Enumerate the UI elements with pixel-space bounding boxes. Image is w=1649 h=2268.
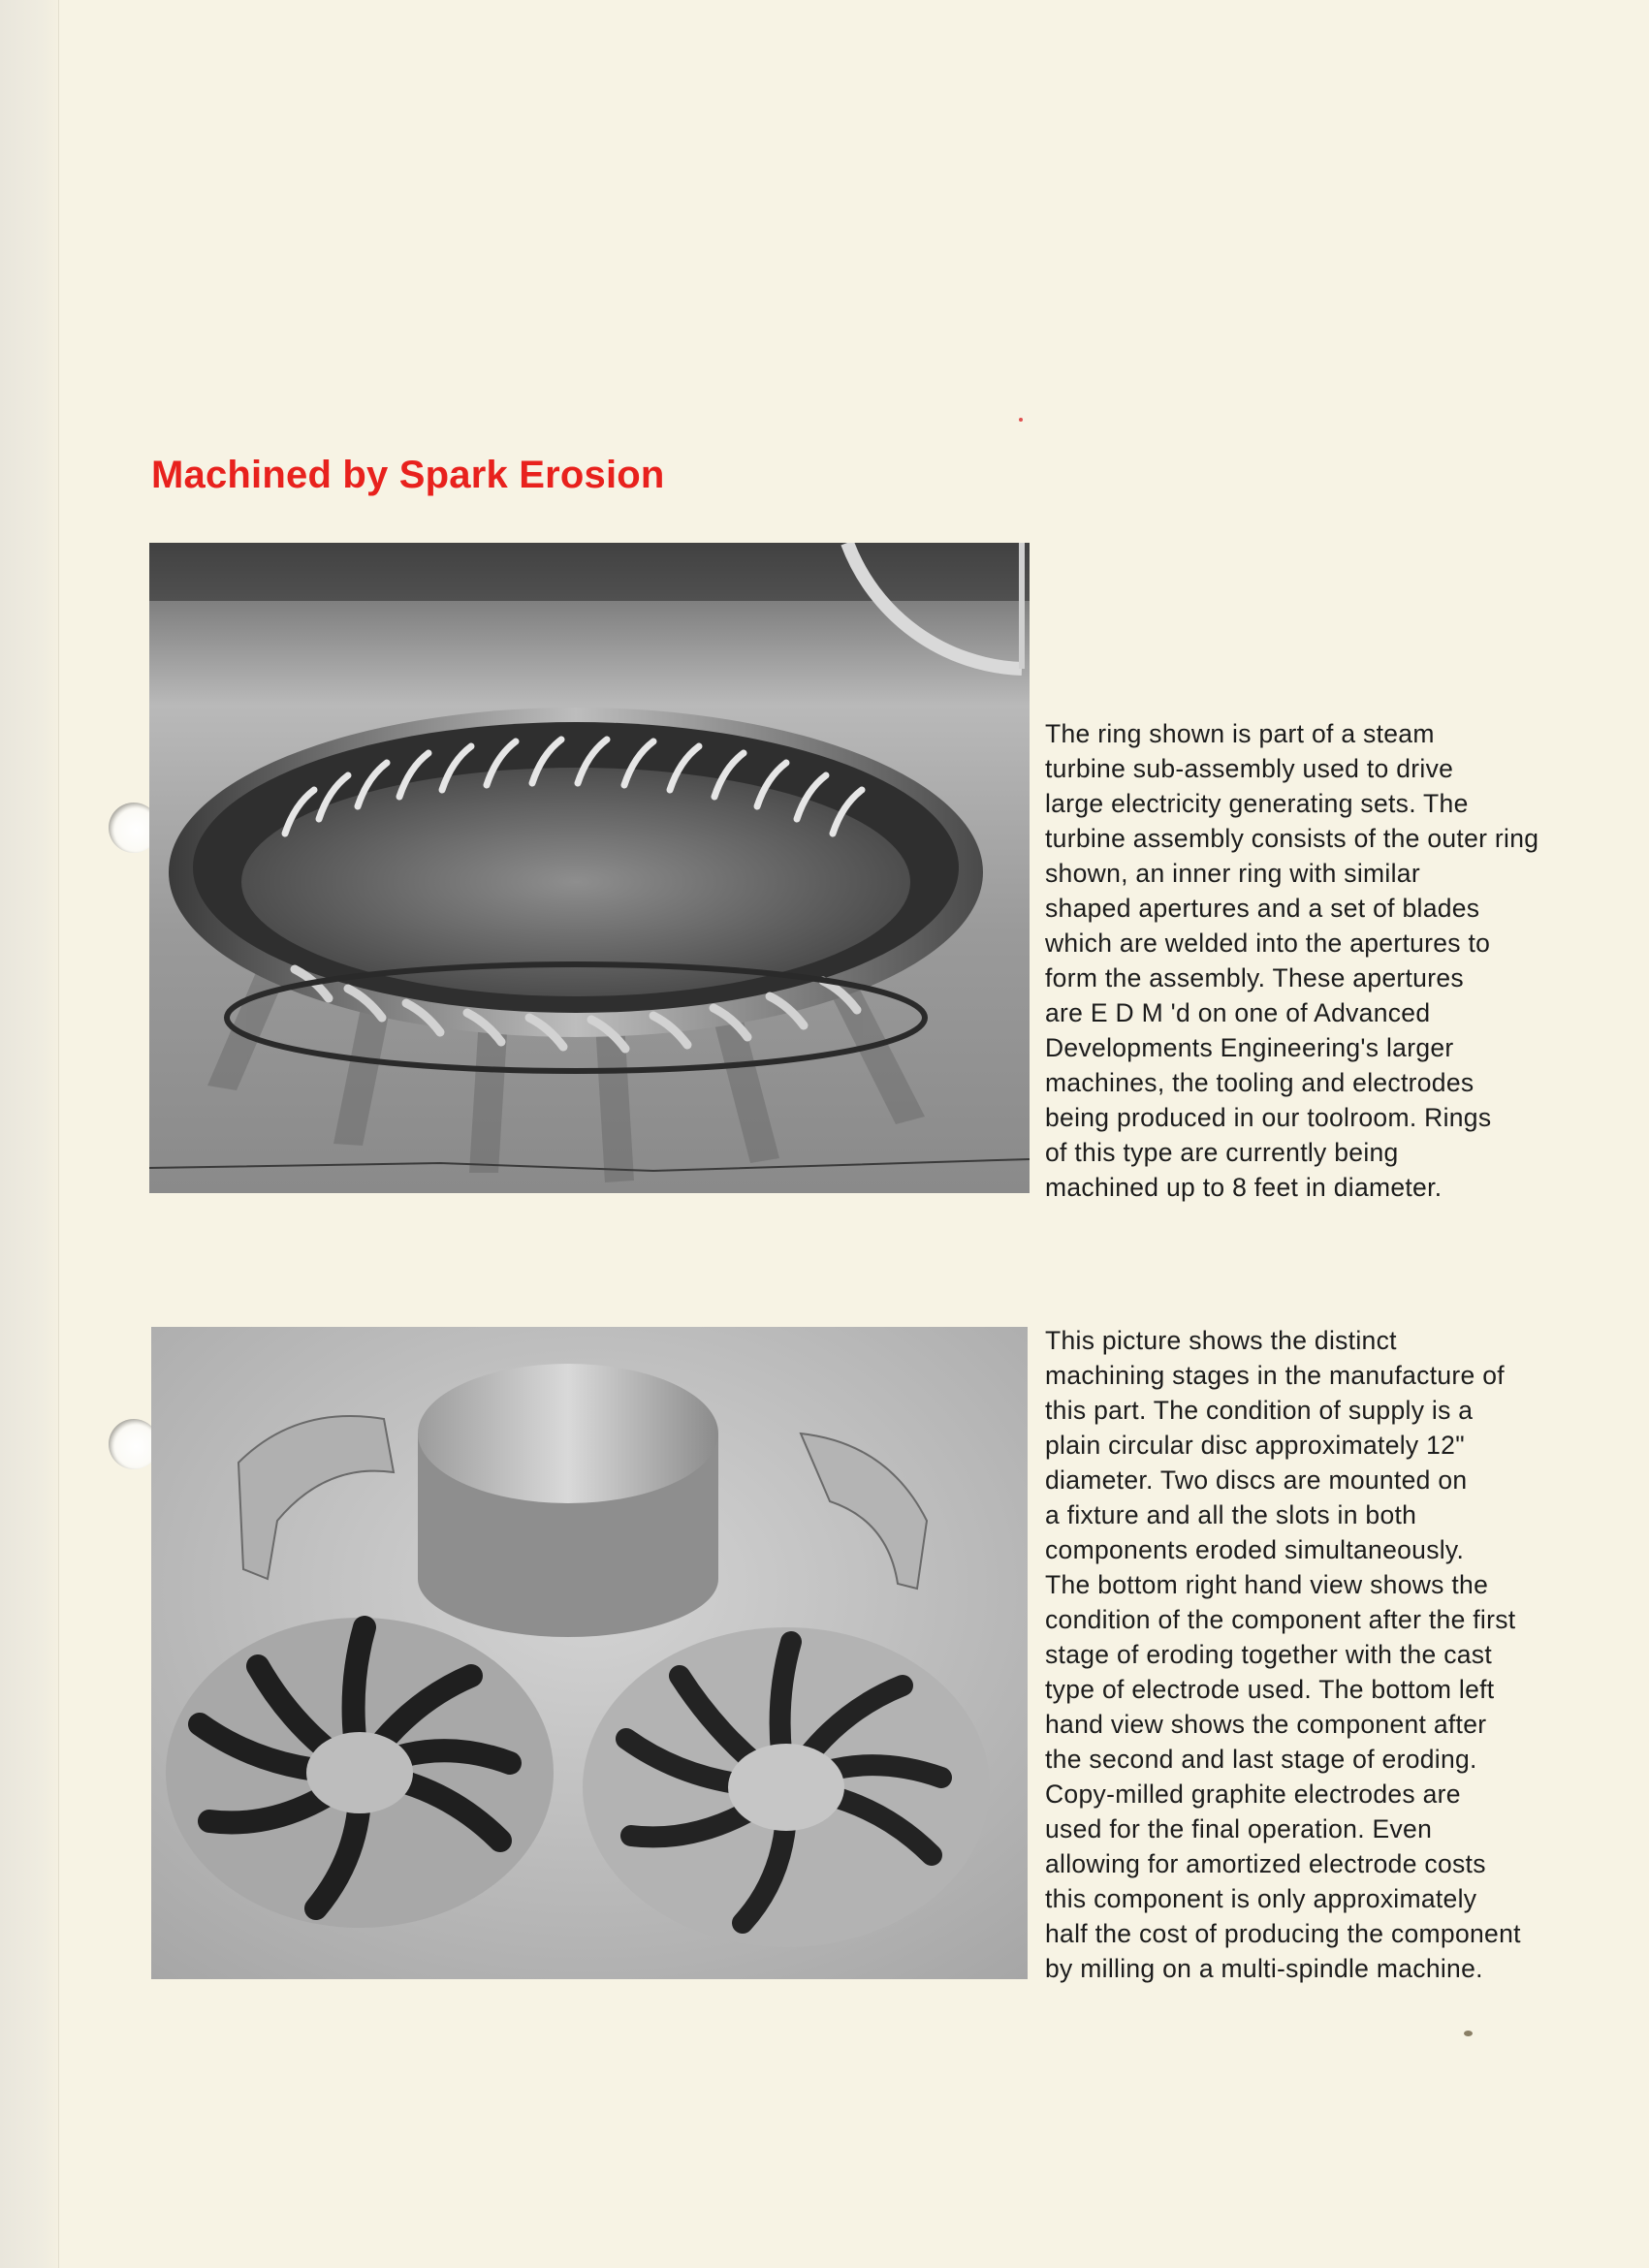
text-line: shaped apertures and a set of blades: [1045, 894, 1480, 923]
text-line: machining stages in the manufacture of: [1045, 1361, 1505, 1390]
text-line: shown, an inner ring with similar: [1045, 859, 1420, 888]
text-line: This picture shows the distinct: [1045, 1326, 1397, 1355]
text-line: machines, the tooling and electrodes: [1045, 1068, 1475, 1097]
text-line: The bottom right hand view shows the: [1045, 1570, 1489, 1599]
text-line: components eroded simultaneously.: [1045, 1535, 1465, 1564]
text-line: are E D M 'd on one of Advanced: [1045, 998, 1431, 1027]
text-line: used for the final operation. Even: [1045, 1814, 1433, 1843]
turbine-ring-description: [1045, 716, 1588, 1205]
text-line: of this type are currently being: [1045, 1138, 1399, 1167]
impeller-stages-description: [1045, 1323, 1588, 1986]
text-line: hand view shows the component after: [1045, 1710, 1487, 1739]
text-line: being produced in our toolroom. Rings: [1045, 1103, 1492, 1132]
text-line: allowing for amortized electrode costs: [1045, 1849, 1486, 1878]
text-line: The ring shown is part of a steam: [1045, 719, 1435, 748]
binding-edge: [0, 0, 59, 2268]
paper-speck: [1464, 2031, 1473, 2036]
text-line: this part. The condition of supply is a: [1045, 1396, 1474, 1425]
text-line: form the assembly. These apertures: [1045, 963, 1464, 992]
text-line: plain circular disc approximately 12": [1045, 1431, 1465, 1460]
impeller-stages-photo: [151, 1327, 1028, 1979]
text-line: turbine assembly consists of the outer ring: [1045, 824, 1539, 853]
text-line: turbine sub-assembly used to drive: [1045, 754, 1454, 783]
text-line: by milling on a multi-spindle machine.: [1045, 1954, 1483, 1983]
turbine-ring-photo: [149, 543, 1030, 1193]
text-line: a fixture and all the slots in both: [1045, 1500, 1417, 1529]
text-line: Developments Engineering's larger: [1045, 1033, 1454, 1062]
text-line: the second and last stage of eroding.: [1045, 1745, 1477, 1774]
text-line: half the cost of producing the component: [1045, 1919, 1521, 1948]
text-line: stage of eroding together with the cast: [1045, 1640, 1493, 1669]
text-line: this component is only approximately: [1045, 1884, 1477, 1913]
text-line: large electricity generating sets. The: [1045, 789, 1469, 818]
text-line: condition of the component after the first: [1045, 1605, 1516, 1634]
text-line: which are welded into the apertures to: [1045, 929, 1491, 958]
text-line: Copy-milled graphite electrodes are: [1045, 1780, 1461, 1809]
paper-speck: [1019, 418, 1023, 422]
text-line: diameter. Two discs are mounted on: [1045, 1465, 1468, 1495]
text-line: type of electrode used. The bottom left: [1045, 1675, 1495, 1704]
text-line: machined up to 8 feet in diameter.: [1045, 1173, 1443, 1202]
page-title: Machined by Spark Erosion: [151, 454, 665, 496]
